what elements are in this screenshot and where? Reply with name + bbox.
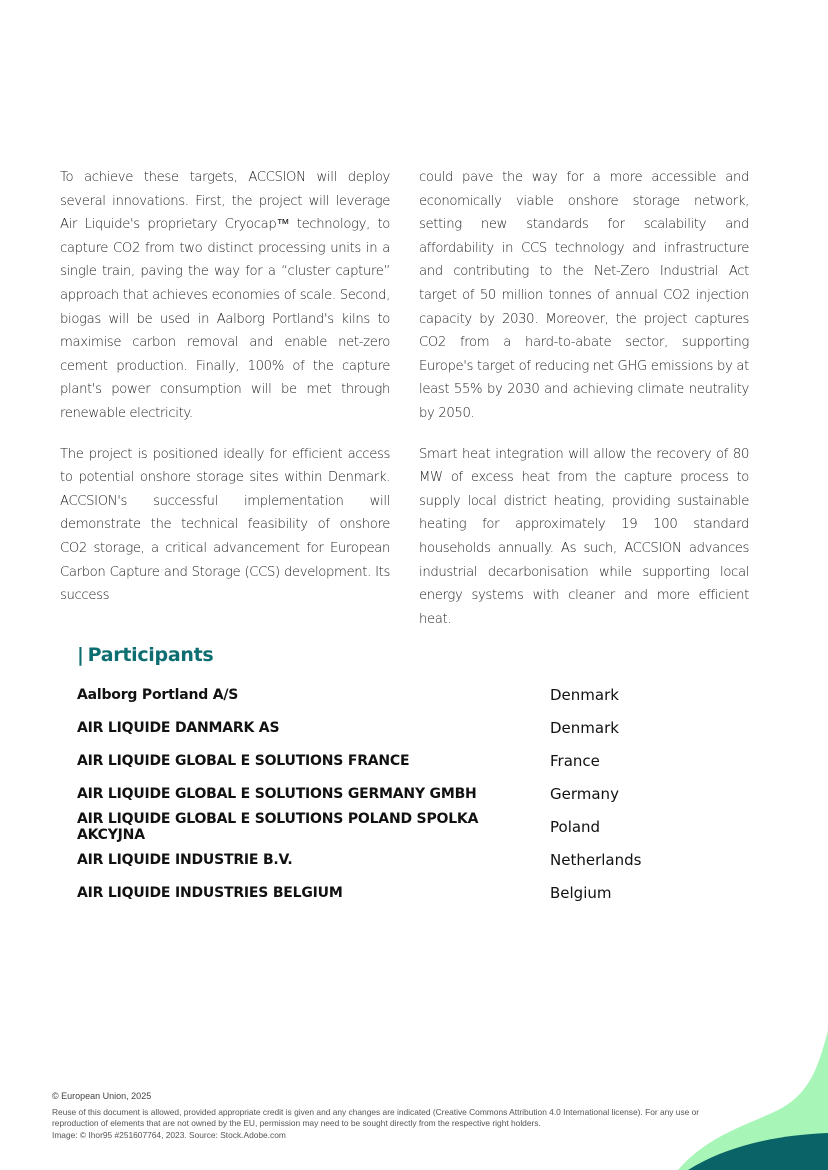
participant-name: AIR LIQUIDE GLOBAL E SOLUTIONS FRANCE [77, 752, 410, 769]
participant-name: Aalborg Portland A/S [77, 686, 239, 703]
right-column [419, 166, 749, 648]
participant-name: AIR LIQUIDE GLOBAL E SOLUTIONS GERMANY GMBH [77, 785, 477, 802]
participant-row [77, 810, 717, 843]
participant-name: AIR LIQUIDE DANMARK AS [77, 719, 280, 736]
participant-country: Belgium [550, 883, 612, 902]
paragraph: The project is positioned ideally for efficient access to potential onshore storage sites within Denmark. ACCSION's successful implementation will demonstrate the technical feasibility of onshore CO2 storage, a critical advancement for European Carbon Capture and Storage (CCS) development. Its success [60, 446, 390, 604]
participant-row [77, 678, 717, 711]
participant-country: France [550, 751, 600, 770]
participant-name: AIR LIQUIDE INDUSTRIE B.V. [77, 851, 293, 868]
reuse-notice: Reuse of this document is allowed, provided appropriate credit is given and any changes are indicated (Creative Commons Attribution 4.0 International license). For any use or reproduction of elements that are not owned by the EU, permission may need to be sought directly from the respective right holders. [52, 1107, 700, 1129]
participant-country: Denmark [550, 718, 619, 737]
corner-wave-decoration [668, 1010, 828, 1170]
paragraph: To achieve these targets, ACCSION will deploy several innovations. First, the project will leverage Air Liquide's proprietary Cryocap™ technology, to capture CO2 from two distinct processing units in a single train, paving the way for a “cluster capture” approach that achieves economies of scale. Second, biogas will be used in Aalborg Portland's kilns to maximise carbon removal and enable net-zero cement production. Finally, 100% of the capture plant's power consumption will be met through renewable electricity. [60, 170, 390, 421]
participant-country: Poland [550, 817, 601, 836]
body-columns [60, 166, 749, 648]
participant-row [77, 744, 717, 777]
participant-row [77, 876, 717, 909]
participant-row [77, 843, 717, 876]
left-column [60, 166, 390, 648]
participants-heading [77, 644, 717, 666]
heading-text: Participants [87, 644, 214, 666]
participants-section [77, 644, 717, 909]
participant-country: Netherlands [550, 850, 642, 869]
participant-name: AIR LIQUIDE INDUSTRIES BELGIUM [77, 884, 343, 901]
paragraph: Smart heat integration will allow the recovery of 80 MW of excess heat from the capture process to supply local district heating, providing sustainable heating for approximately 19 100 standard households annually. As such, ACCSION advances industrial decarbonisation while supporting local energy systems with cleaner and more efficient heat. [419, 446, 749, 627]
participant-country: Germany [550, 784, 619, 803]
image-credit: Image: © Ihor95 #251607764, 2023. Source: Stock.Adobe.com [52, 1129, 286, 1140]
heading-bar: | [77, 644, 84, 666]
participant-country: Denmark [550, 685, 619, 704]
copyright-notice: © European Union, 2025 [52, 1091, 152, 1101]
footer [52, 1091, 742, 1141]
participant-row [77, 711, 717, 744]
paragraph: could pave the way for a more accessible and economically viable onshore storage network, setting new standards for scalability and affordability in CCS technology and infrastructure and contributing to the Net-Zero Industrial Act target of 50 million tonnes of annual CO2 injection capacity by 2030. Moreover, the project captures CO2 from a hard-to-abate sector, supporting Europe's target of reducing net GHG emissions by at least 55% by 2030 and achieving climate neutrality by 2050. [419, 170, 749, 421]
participant-row [77, 777, 717, 810]
participant-name: AIR LIQUIDE GLOBAL E SOLUTIONS POLAND SPOLKA AKCYJNA [77, 810, 479, 843]
